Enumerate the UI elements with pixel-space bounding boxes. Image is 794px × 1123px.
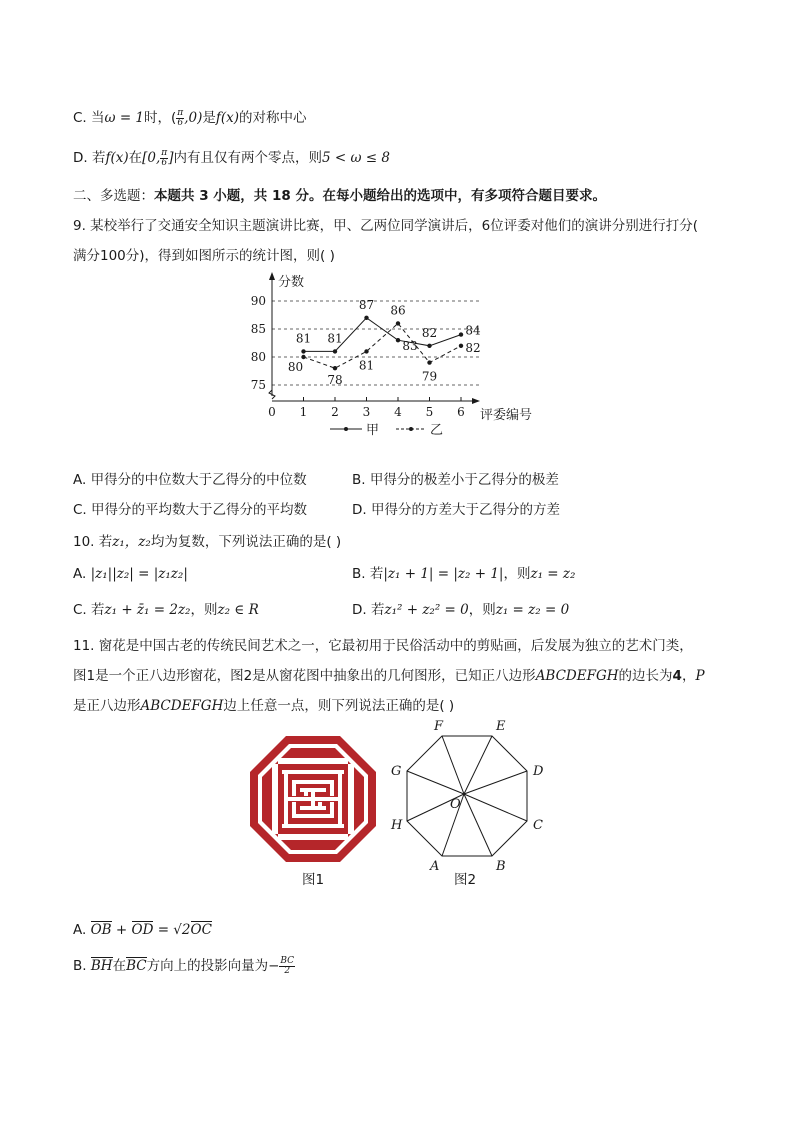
q8-optd-text: D. 若: [73, 150, 106, 166]
vector-ob: OB: [90, 922, 112, 938]
q10-optb-math1: |z₁ + 1| = |z₂ + 1|: [383, 566, 504, 582]
vertex-label-c: C: [533, 818, 543, 833]
window-flower-figure: [248, 734, 378, 864]
data-label: 83: [402, 339, 418, 354]
q11-optb-fraction: $\frac{BC}{2}$: [280, 955, 295, 976]
data-point: [459, 332, 463, 336]
q8-optc-text-post: 是: [202, 110, 216, 126]
vertex-label-b: B: [496, 859, 506, 874]
data-label: 82: [465, 340, 481, 355]
octagon-shape: [407, 736, 527, 856]
q10-opta-math: |z₁||z₂| = |z₁z₂|: [90, 566, 188, 582]
q9-option-d: D. 甲得分的方差大于乙得分的方差: [352, 502, 560, 518]
vector-od: OD: [131, 922, 154, 938]
vertex-label-e: E: [496, 719, 506, 734]
data-label: 78: [327, 373, 343, 388]
q8-optd-text-mid: 在: [128, 150, 143, 166]
figure-1-caption: 图1: [302, 872, 325, 888]
q8-optc-fraction: $\frac{\pi}{6}$: [177, 107, 184, 128]
data-point: [396, 321, 400, 325]
q9-option-a: A. 甲得分的中位数大于乙得分的中位数: [73, 472, 307, 488]
x-tick-label: 3: [362, 405, 371, 419]
q9-stem-line2: 满分100分)，得到如图所示的统计图，则( ): [73, 248, 335, 264]
q8-optc-fx: f(x): [215, 110, 240, 126]
octagon-labels: [390, 719, 544, 874]
q11-optb-label: B.: [73, 958, 87, 974]
q11-stem-line3-post: 边上任意一点，则下列说法正确的是( ): [223, 698, 455, 714]
q8-option-d: [73, 148, 390, 168]
octagon-outline: [407, 736, 527, 856]
q10-optd-mid: ，则: [468, 602, 496, 618]
q9-line-chart: [240, 268, 550, 440]
vector-bc: BC: [126, 958, 147, 974]
chart-legend: [330, 423, 443, 438]
q10-optd-math: z₁² + z₂² = 0: [384, 602, 469, 618]
q11-option-a: [73, 920, 212, 940]
q10-stem-pre: 10. 若: [73, 534, 113, 550]
x-tick-label: 6: [457, 405, 465, 419]
data-point: [459, 344, 463, 348]
data-point: [333, 349, 337, 353]
y-tick-label: 90: [250, 294, 266, 308]
legend-marker-yi: [409, 427, 413, 431]
q8-optc-text-end: 的对称中心: [239, 110, 307, 126]
q11-optb-post: 方向上的投影向量为: [146, 958, 269, 974]
y-tick-label: 75: [250, 378, 266, 392]
radius-c: [464, 794, 527, 821]
octagon-figure: [386, 714, 556, 874]
x-tick-label: 2: [331, 405, 339, 419]
q11-optb-negative: −: [268, 958, 280, 974]
q10-option-a: [73, 564, 188, 584]
q8-option-c: [73, 108, 307, 128]
data-point: [364, 316, 368, 320]
y-tick-label: 85: [250, 322, 266, 336]
section-2-title: 二、多选题：: [73, 188, 154, 204]
q11-point-p: P: [695, 668, 705, 684]
q10-optc-label: C. 若: [73, 602, 105, 618]
data-label: 86: [390, 303, 406, 318]
center-label-o: O: [450, 797, 461, 812]
q10-optc-mid: ，则: [190, 602, 218, 618]
q11-stem-line2-pre: 图1是一个正八边形窗花，图2是从窗花图中抽象出的几何图形，已知正八边形: [73, 668, 536, 684]
q10-option-b: [352, 564, 575, 584]
data-point: [301, 355, 305, 359]
data-label: 79: [421, 369, 438, 384]
q10-stem-post: 均为复数，下列说法正确的是( ): [150, 534, 342, 550]
figure-2-caption: 图2: [454, 872, 477, 888]
legend-label-yi: 乙: [430, 423, 444, 438]
vertex-label-a: A: [430, 859, 440, 874]
vector-oc: OC: [190, 922, 212, 938]
q8-optd-fraction: $\frac{\pi}{6}$: [161, 147, 168, 168]
q10-optb-math2: z₁ = z₂: [530, 566, 576, 582]
data-label: 82: [421, 325, 438, 340]
q9-stem-line1: 9. 某校举行了交通安全知识主题演讲比赛，甲、乙两位同学演讲后，6位评委对他们的演讲分别进行打分(: [73, 218, 699, 234]
q10-optc-math2: z₂ ∈ R: [217, 602, 259, 618]
data-label: 84: [465, 323, 481, 338]
data-point: [364, 349, 368, 353]
q9-option-c: C. 甲得分的平均数大于乙得分的平均数: [73, 502, 308, 518]
data-point: [427, 344, 431, 348]
q8-optd-inequality: 5 < ω ≤ 8: [322, 150, 390, 166]
q10-optd-label: D. 若: [352, 602, 385, 618]
q10-option-d: [352, 600, 569, 620]
q11-octagon-name-2: ABCDEFGH: [140, 698, 224, 714]
q8-optc-text-mid: 时，(: [144, 110, 177, 126]
q8-optc-text: C. 当: [73, 110, 105, 126]
q10-optb-label: B. 若: [352, 566, 384, 582]
data-label: 81: [327, 331, 343, 346]
q10-option-c: [73, 600, 259, 620]
q10-stem: [73, 532, 341, 552]
vertex-label-h: H: [391, 818, 403, 833]
radius-f: [442, 736, 464, 794]
q10-optd-math2: z₁ = z₂ = 0: [495, 602, 570, 618]
data-label: 87: [358, 297, 375, 312]
q8-optc-point: ,0): [184, 110, 203, 126]
window-flower-image: [250, 736, 376, 862]
y-axis-arrow: [269, 272, 275, 280]
section-2-heading: [73, 186, 606, 206]
q11-stem-line2-comma: ，: [681, 668, 696, 684]
q11-stem-line3-pre: 是正八边形: [73, 698, 141, 714]
q11-stem-line3: [73, 696, 454, 716]
q8-optd-text-mid2: 内有且仅有两个零点，则: [173, 150, 322, 166]
q11-stem-line2-mid: 的边长为: [618, 668, 673, 684]
y-axis-label: 分数: [278, 275, 305, 290]
q10-optb-mid: ，则: [503, 566, 531, 582]
q11-stem-line1: 11. 窗花是中国古老的传统民间艺术之一，它最初用于民俗活动中的剪贴画，后发展为独立的艺术门类，: [73, 638, 693, 654]
q8-optd-interval-start: [0,: [142, 150, 161, 166]
q10-opta-label: A.: [73, 566, 87, 582]
vertex-label-d: D: [533, 764, 544, 779]
q11-side-length: 4: [672, 668, 682, 684]
legend-label-jia: 甲: [366, 423, 380, 438]
data-point: [427, 360, 431, 364]
data-label: 81: [358, 358, 375, 373]
q8-optd-interval-end: ]: [168, 150, 174, 166]
vector-bh: BH: [90, 958, 113, 974]
y-tick-label: 80: [250, 350, 266, 364]
radius-g: [407, 771, 464, 794]
q8-optc-omega: ω = 1: [104, 110, 145, 126]
q11-octagon-name: ABCDEFGH: [535, 668, 619, 684]
x-tick-label: 4: [394, 405, 402, 419]
q11-option-b: [73, 956, 295, 976]
q11-opta-plus: +: [111, 922, 132, 938]
x-tick-label: 1: [299, 405, 308, 419]
section-2-description: 本题共 3 小题，共 18 分。在每小题给出的选项中，有多项符合题目要求。: [154, 188, 606, 204]
x-tick-label: 5: [425, 405, 434, 419]
q8-optd-fx: f(x): [105, 150, 129, 166]
x-axis-label: 评委编号: [480, 408, 533, 423]
q11-stem-line2: [73, 666, 705, 686]
chart-series: [301, 316, 463, 371]
data-label: 81: [295, 331, 312, 346]
radius-b: [464, 794, 492, 856]
q10-stem-math: z₁，z₂: [112, 534, 151, 550]
data-point: [396, 338, 400, 342]
q11-opta-equals: = √2: [153, 922, 191, 938]
x-tick-label: 0: [268, 405, 276, 419]
series-line-yi: [304, 323, 462, 368]
data-label: 80: [287, 360, 304, 374]
q11-optb-mid: 在: [112, 958, 127, 974]
q11-opta-label: A.: [73, 922, 87, 938]
q9-option-b: B. 甲得分的极差小于乙得分的极差: [352, 472, 559, 488]
data-point: [333, 366, 337, 370]
q10-optc-math: z₁ + z̄₁ = 2z₂: [104, 602, 191, 618]
vertex-label-f: F: [434, 719, 444, 734]
legend-marker-jia: [344, 427, 348, 431]
data-point: [301, 349, 305, 353]
x-axis-arrow: [472, 398, 480, 404]
vertex-label-g: G: [391, 764, 402, 779]
